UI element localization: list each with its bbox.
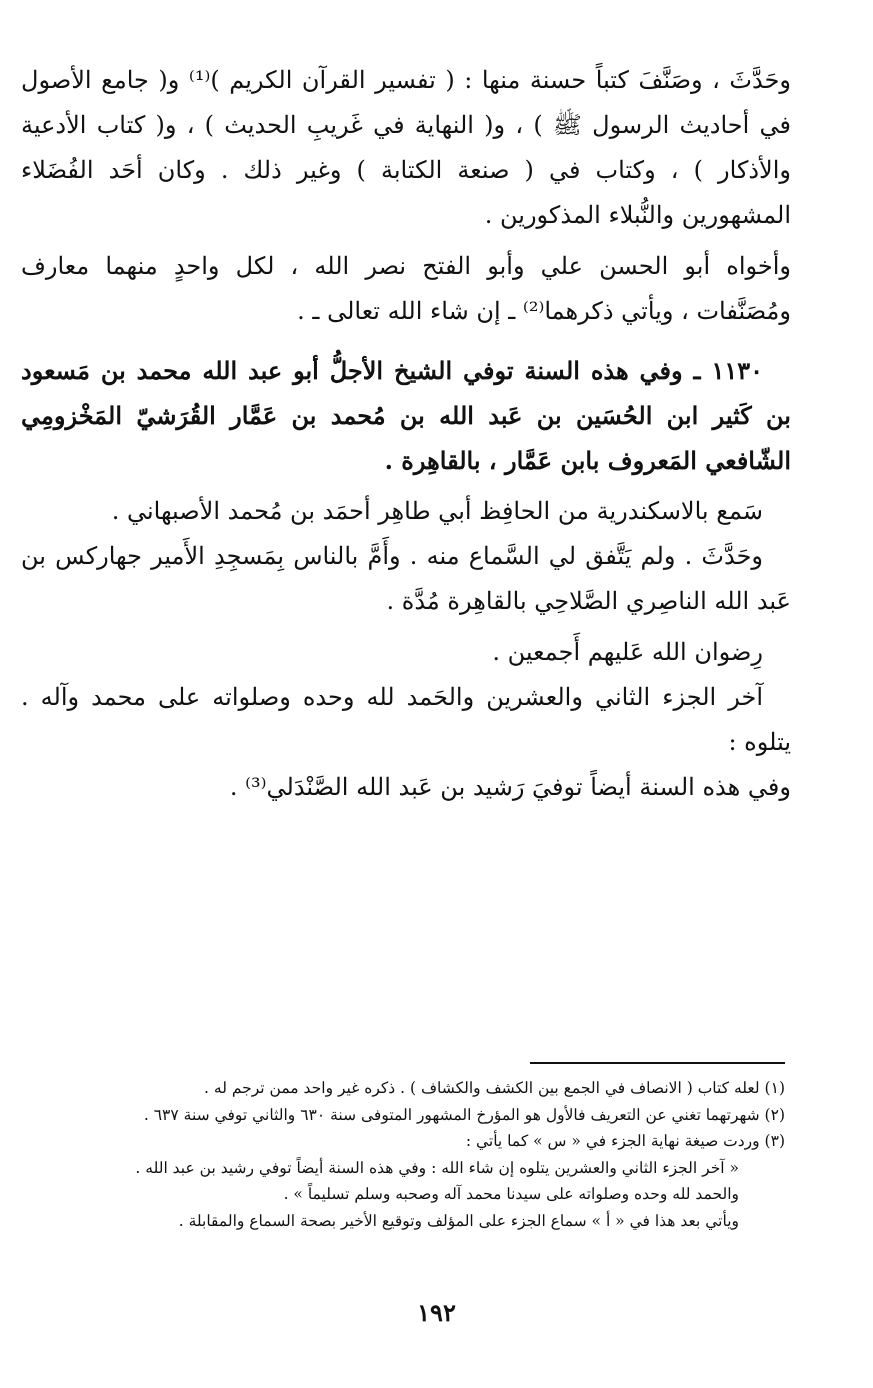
paragraph-haddatha: وحَدَّثَ . ولم يَتَّفق لي السَّماع منه . وأَمَّ بالناس بِمَسجِدِ الأَمير جهاركس بن عَبد الله الناصِري الصَّلاحِي بالقاهِرة مُدَّة . [21,542,791,615]
paragraph-entry-1130: ١١٣٠ ـ وفي هذه السنة توفي الشيخ الأجلُّ أبو عبد الله محمد بن مَسعود بن كَثير ابن الحُسَين بن عَبد الله بن مُحمد بن عَمَّار القُرَشيّ المَخْزومِي الشّافعي المَعروف بابن عَمَّار ، بالقاهِرة . [21,356,791,475]
footnote-3-line-1: « آخر الجزء الثاني والعشرين يتلوه إن شاء الله : وفي هذه السنة أيضاً توفي رشيد بن عبد الله . [135,1158,739,1177]
footnote-divider [530,1062,785,1064]
page-number: ١٩٢ [417,1298,456,1327]
footnotes [65,1075,785,1234]
paragraph-author-works: وحَدَّثَ ، وصَنَّفَ كتباً حسنة منها : ( تفسير القرآن الكريم )⁽¹⁾ و( جامع الأصول في أحاديث الرسول ﷺ ) ، و( النهاية في غَريبِ الحديث ) ، و( كتاب الأدعية والأذكار ) ، وكتاب في ( صنعة الكتابة ) وغير ذلك . وكان أحَد الفُضَلاء المشهورين والنُّبلاء المذكورين . [21,66,792,229]
footnote-2: (٢) شهرتهما تغني عن التعريف فالأول هو المؤرخ المشهور المتوفى سنة ٦٣٠ والثاني توفي سنة ٦٣٧ . [143,1105,785,1124]
footnote-1: (١) لعله كتاب ( الانصاف في الجمع بين الكشف والكشاف ) . ذكره غير واحد ممن ترجم له . [204,1079,785,1097]
footnote-3-line-2: والحمد لله وحده وصلواته على سيدنا محمد آله وصحبه وسلم تسليماً » . [283,1185,739,1203]
footnote-3-line-3: ويأتي بعد هذا في « أ » سماع الجزء على المؤلف وتوقيع الأخير بصحة السماع والمقابلة . [178,1211,739,1230]
paragraph-sama: سَمع بالاسكندرية من الحافِظ أبي طاهِر أحمَد بن مُحمد الأصبهاني . [111,497,763,525]
paragraph-next-part: وفي هذه السنة أيضاً توفيَ رَشيد بن عَبد الله الصَّنْدَلي⁽³⁾ . [229,773,791,801]
paragraph-ridwan: رِضوان الله عَليهم أَجمعين . [492,638,763,666]
paragraph-end-of-part: آخر الجزء الثاني والعشرين والحَمد لله وحده وصلواته على محمد وآله . يتلوه : [21,683,791,756]
main-text [21,58,791,810]
footnote-3: (٣) وردت صيغة نهاية الجزء في « س » كما يأتي : [465,1132,785,1150]
paragraph-brothers: وأخواه أبو الحسن علي وأبو الفتح نصر الله ، لكل واحدٍ منهما معارف ومُصَنَّفات ، ويأتي ذكرهما⁽²⁾ ـ إن شاء الله تعالى ـ . [21,252,791,325]
